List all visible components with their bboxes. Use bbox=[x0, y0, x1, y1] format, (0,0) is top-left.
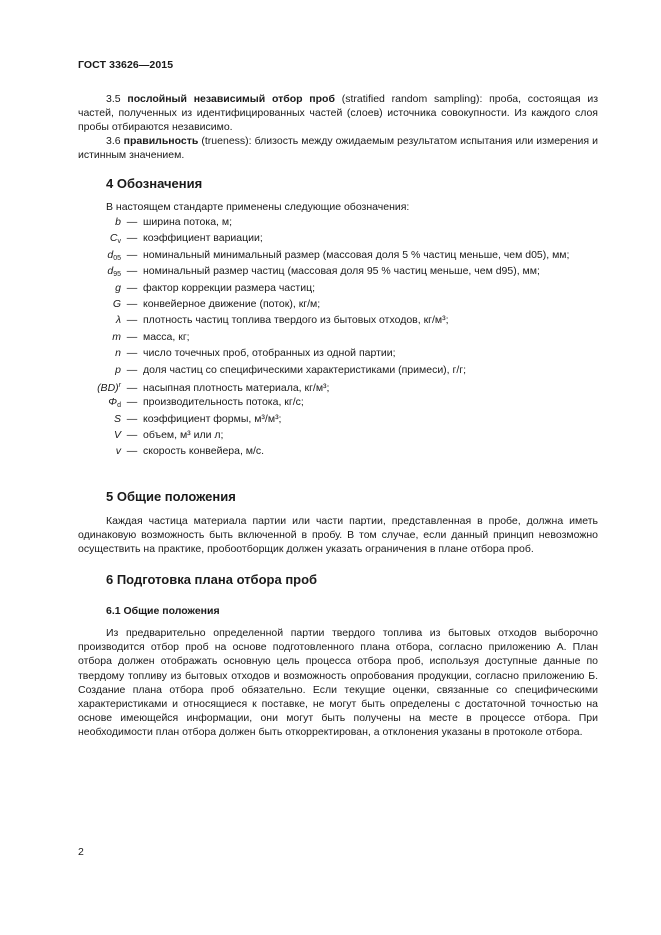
symbol: $\Phi_d$ bbox=[108, 396, 121, 410]
symbol-dash: — bbox=[126, 412, 138, 425]
symbol-row bbox=[60, 443, 620, 459]
page-number: 2 bbox=[78, 846, 84, 858]
symbol-definition: доля частиц со специфическими характеристиками (примеси), г/г; bbox=[143, 363, 467, 376]
term: послойный независимый отбор проб bbox=[127, 93, 335, 105]
symbol-row bbox=[60, 394, 620, 410]
symbol-definition: производительность потока, кг/с; bbox=[143, 396, 304, 409]
symbol: $C_v$ bbox=[109, 232, 121, 246]
symbol-dash: — bbox=[126, 347, 138, 360]
symbol-dash: — bbox=[126, 381, 138, 394]
symbol: m bbox=[112, 330, 121, 343]
symbol: g bbox=[115, 281, 121, 294]
symbol-dash: — bbox=[126, 445, 138, 458]
symbol-definition: насыпная плотность материала, кг/м³; bbox=[143, 381, 330, 394]
symbol-definition: скорость конвейера, м/с. bbox=[143, 445, 265, 458]
symbol-row bbox=[60, 296, 620, 312]
section-6-title: 6 Подготовка плана отбора проб bbox=[106, 572, 318, 587]
symbol-definition: масса, кг; bbox=[143, 330, 190, 343]
term: правильность bbox=[123, 135, 199, 147]
symbol: S bbox=[113, 412, 121, 425]
symbol-definition: плотность частиц топлива твердого из бытовых отходов, кг/м³; bbox=[143, 314, 449, 327]
symbol-definition: коэффициент формы, м³/м³; bbox=[143, 412, 282, 425]
symbol-row bbox=[60, 362, 620, 378]
symbol: b bbox=[115, 216, 121, 228]
symbol: n bbox=[115, 347, 121, 360]
symbol: p bbox=[115, 363, 121, 376]
symbol-dash: — bbox=[126, 232, 138, 245]
symbol-definition: ширина потока, м; bbox=[143, 216, 233, 228]
symbol: (BD)$^r$ bbox=[97, 381, 121, 394]
symbol-row bbox=[60, 378, 620, 394]
document-header: ГОСТ 33626—2015 bbox=[78, 59, 174, 71]
symbol-definition: конвейерное движение (поток), кг/м; bbox=[143, 297, 321, 310]
clause-number: 3.6 bbox=[106, 135, 121, 147]
symbol-dash: — bbox=[126, 396, 138, 409]
symbol: V bbox=[113, 429, 121, 442]
symbol: $d_{95}$ bbox=[107, 265, 121, 279]
symbol: G bbox=[112, 297, 121, 310]
section-4-title: 4 Обозначения bbox=[106, 176, 203, 191]
symbol-row bbox=[60, 345, 620, 361]
symbol-row bbox=[60, 214, 620, 230]
symbol-dash: — bbox=[126, 363, 138, 376]
subsection-6-1-title: 6.1 Общие положения bbox=[106, 605, 220, 617]
symbol-row bbox=[60, 247, 620, 263]
symbols-list bbox=[60, 214, 620, 460]
symbol-dash: — bbox=[126, 297, 138, 310]
section-5-text: Каждая частица материала партии или части партии, представленная в пробе, должна иметь одинаковую возможность быть включенной в пробу. В том случае, если данный принцип невозможно осуществить на практике, пробоотборщик должен указать ограничения в плане отбора проб. bbox=[78, 515, 598, 556]
symbol-dash: — bbox=[126, 314, 138, 327]
symbol-definition: число точечных проб, отобранных из одной партии; bbox=[143, 347, 396, 360]
symbol: v bbox=[115, 445, 121, 458]
symbol-dash: — bbox=[126, 248, 138, 261]
symbol-definition: коэффициент вариации; bbox=[143, 232, 263, 245]
symbol-row bbox=[60, 329, 620, 345]
symbol-definition: номинальный размер частиц (массовая доля 95 % частиц меньше, чем d95), мм; bbox=[143, 265, 540, 278]
symbol-definition: фактор коррекции размера частиц; bbox=[143, 281, 315, 294]
symbol-dash: — bbox=[126, 216, 138, 228]
section-6-1-text: Из предварительно определенной партии твердого топлива из бытовых отходов выборочно производится отбор проб на основе подготовленного плана отбора, согласно приложению А. План отбора должен отображать основную цель процесса отбора проб, используя доступные данные по твердому топливу из бытовых отходов и возможность опробования продукции, согласно приложению Б. Создание плана отбора проб обязательно. Если текущие оценки, связанные со специфическими характеристиками и относящиеся к поставке, не могут быть определены с достаточной точностью на основе имеющейся информации, они могут быть получены на месте в процессе отбора. При необходимости план отбора должен быть откорректирован, а отклонения указаны в протоколе отбора. bbox=[78, 627, 598, 739]
clause-3-6 bbox=[78, 134, 598, 162]
symbols-intro: В настоящем стандарте применены следующие обозначения: bbox=[106, 201, 410, 213]
symbol: λ bbox=[115, 314, 121, 327]
symbol-row bbox=[60, 312, 620, 328]
symbol-row bbox=[60, 427, 620, 443]
symbol-row bbox=[60, 263, 620, 279]
symbol-dash: — bbox=[126, 265, 138, 278]
clause-3-5 bbox=[78, 92, 598, 135]
clause-number: 3.5 bbox=[106, 93, 121, 105]
term-definition: (stratified random sampling): проба, состоящая из частей, полученных из идентифицированных частей (слоев) источника совокупности. Из каждого слоя пробы отбираются независимо. bbox=[78, 93, 599, 134]
symbol-dash: — bbox=[126, 281, 138, 294]
symbol: $d_{05}$ bbox=[107, 248, 121, 262]
symbol-dash: — bbox=[126, 429, 138, 442]
symbol-row bbox=[60, 411, 620, 427]
symbol-definition: объем, м³ или л; bbox=[143, 429, 224, 442]
symbol-dash: — bbox=[126, 330, 138, 343]
term-definition: (trueness): близость между ожидаемым результатом испытания или измерения и истинным значением. bbox=[78, 135, 598, 162]
symbol-definition: номинальный минимальный размер (массовая доля 5 % частиц меньше, чем d05), мм; bbox=[143, 248, 570, 261]
section-5-title: 5 Общие положения bbox=[106, 489, 236, 504]
symbol-row bbox=[60, 280, 620, 296]
symbol-row bbox=[60, 230, 620, 246]
